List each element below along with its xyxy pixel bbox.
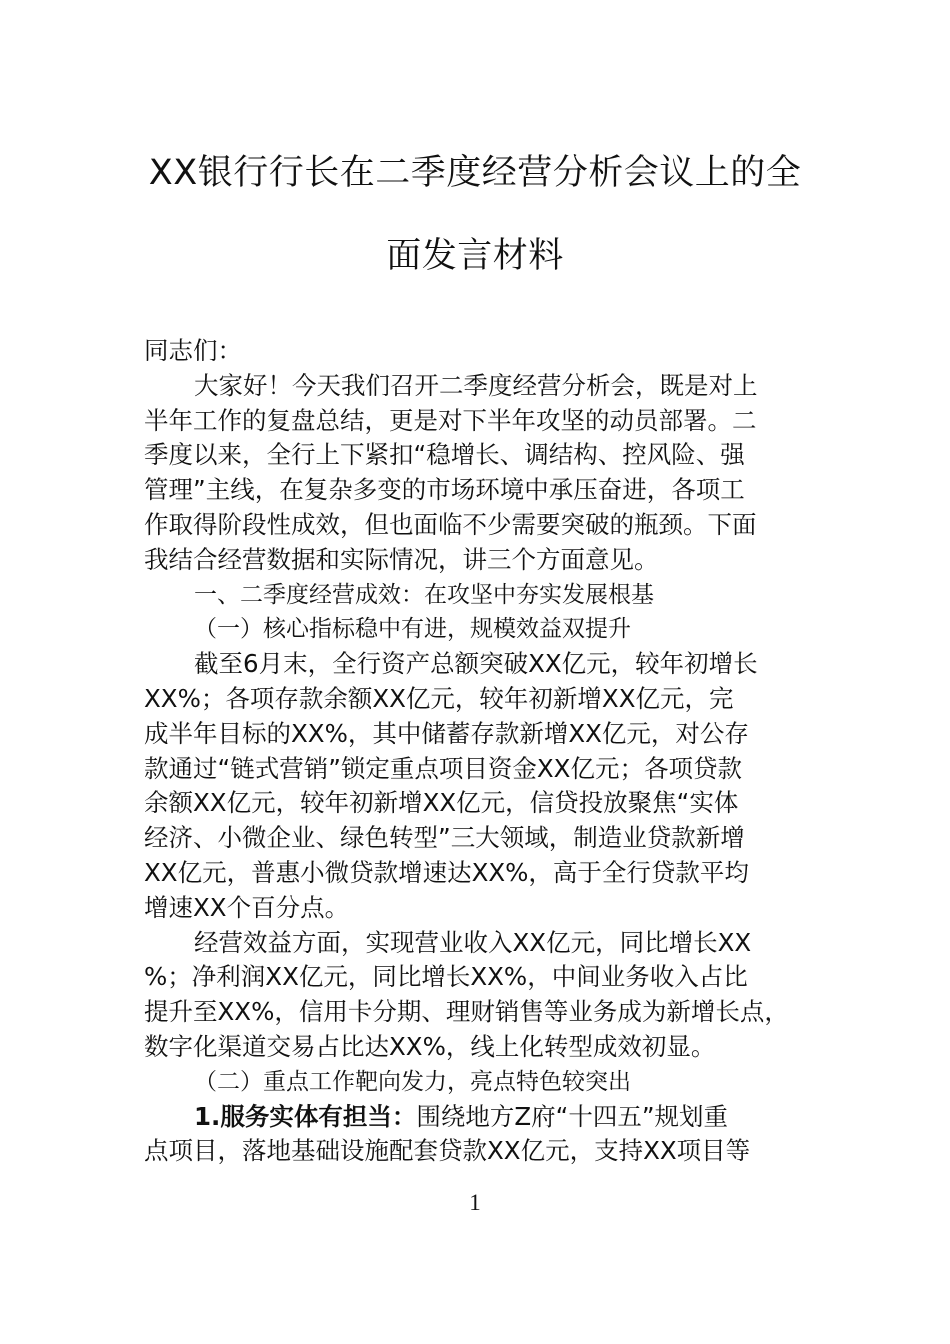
paragraph-line: 我结合经营数据和实际情况，讲三个方面意见。 (144, 544, 659, 574)
section-heading: 一、二季度经营成效：在攻坚中夯实发展根基 (194, 581, 654, 608)
subsection-heading: （一）核心指标稳中有进，规模效益双提升 (194, 616, 631, 643)
lead-in-text: 围绕地方Z府“十四五”规划重 (416, 1101, 729, 1131)
paragraph-line: 款通过“链式营销”锁定重点项目资金XX亿元；各项贷款 (144, 753, 742, 783)
paragraph-line: 经营效益方面，实现营业收入XX亿元，同比增长XX (194, 927, 752, 957)
title-line: 面发言材料 (386, 236, 564, 276)
paragraph-line: 半年工作的复盘总结，更是对下半年攻坚的动员部署。二 (144, 405, 757, 435)
salutation: 同志们： (144, 336, 242, 365)
paragraph-line: 数字化渠道交易占比达XX%，线上化转型成效初显。 (144, 1031, 716, 1061)
paragraph-line (144, 1100, 834, 1135)
paragraph-line: XX亿元，普惠小微贷款增速达XX%，高于全行贷款平均 (144, 857, 749, 887)
paragraph-line: 成半年目标的XX%，其中储蓄存款新增XX亿元，对公存 (144, 718, 749, 748)
title-line: XX银行行长在二季度经营分析会议上的全 (148, 153, 802, 193)
page-number: 1 (469, 1190, 481, 1215)
paragraph-line: 增速XX个百分点。 (144, 892, 350, 922)
document-body (144, 334, 834, 1169)
subsection-heading: （二）重点工作靶向发力，亮点特色较突出 (194, 1068, 631, 1095)
paragraph-line: 大家好！今天我们召开二季度经营分析会，既是对上 (194, 370, 758, 400)
paragraph-line: XX%；各项存款余额XX亿元，较年初新增XX亿元，完 (144, 683, 734, 713)
paragraph-line: 余额XX亿元，较年初新增XX亿元，信贷投放聚焦“实体 (144, 788, 739, 818)
paragraph-line: 点项目，落地基础设施配套贷款XX亿元，支持XX项目等 (144, 1136, 751, 1166)
paragraph-line: 季度以来，全行上下紧扣“稳增长、调结构、控风险、强 (144, 440, 745, 470)
paragraph-line: 作取得阶段性成效，但也面临不少需要突破的瓶颈。下面 (144, 509, 757, 539)
paragraph-line: 管理”主线，在复杂多变的市场环境中承压奋进，各项工 (144, 475, 745, 505)
paragraph-line: 截至6月末，全行资产总额突破XX亿元，较年初增长 (194, 649, 758, 679)
paragraph-line: %；净利润XX亿元，同比增长XX%，中间业务收入占比 (144, 962, 748, 992)
paragraph-line: 经济、小微企业、绿色转型”三大领域，制造业贷款新增 (144, 823, 745, 853)
document-title (140, 132, 810, 298)
paragraph-line: 提升至XX%，信用卡分期、理财销售等业务成为新增长点， (144, 997, 789, 1027)
bold-lead-in: 1.服务实体有担当： (194, 1101, 417, 1131)
